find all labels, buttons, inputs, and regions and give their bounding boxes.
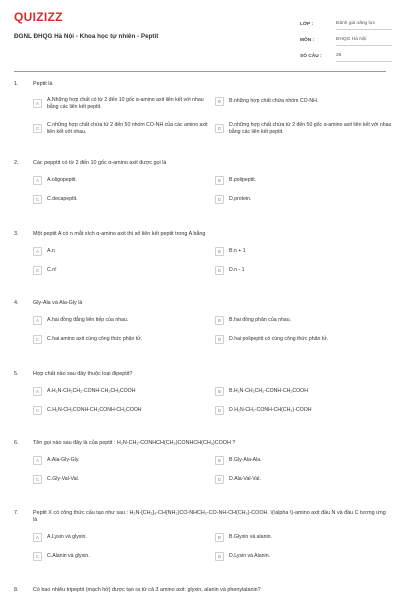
option-text: C.những hợp chất chứa từ 2 đến 50 nhóm CO-NH của các amino axit liên kết với nhau. xyxy=(47,122,208,135)
answer-option-a[interactable] xyxy=(33,533,211,542)
answer-option-c[interactable] xyxy=(33,195,211,204)
answer-option-b[interactable] xyxy=(215,387,393,396)
option-letter-box: A xyxy=(33,387,42,396)
option-letter-box: B xyxy=(215,533,224,542)
answer-option-d[interactable] xyxy=(215,552,393,561)
quizizz-logo: QUIZIZZ xyxy=(14,10,63,24)
option-letter-box: D xyxy=(215,195,224,204)
option-letter-box: B xyxy=(215,316,224,325)
question-number: 5. xyxy=(14,371,19,377)
option-text: D.hai polipeptit có cùng công thức phân tử. xyxy=(229,336,329,343)
meta-subject-row xyxy=(300,30,392,46)
answer-option-d[interactable] xyxy=(215,475,393,484)
question-number: 6. xyxy=(14,440,19,446)
answer-option-d[interactable] xyxy=(215,266,393,275)
answer-option-b[interactable] xyxy=(215,176,393,185)
option-text: B.H₂N-CH₂CH₂-CONH-CH₂COOH xyxy=(229,388,308,395)
option-text: C.Gly-Val-Val. xyxy=(47,476,80,483)
meta-label: SỐ CÂU : xyxy=(300,54,322,59)
meta-value: Đánh giá năng lực xyxy=(336,21,392,30)
question-block xyxy=(14,81,392,136)
option-letter-box: D xyxy=(215,266,224,275)
question-block xyxy=(14,300,386,349)
option-text: B.hai đồng phân của nhau. xyxy=(229,317,292,324)
question-number: 2. xyxy=(14,160,19,166)
answer-option-c[interactable] xyxy=(33,406,211,415)
option-text: A.H₂N-CH₂CH₂-CONH-CH₂CH₂COOH xyxy=(47,388,136,395)
answer-option-a[interactable] xyxy=(33,316,211,325)
question-header xyxy=(14,510,386,524)
option-text: B.Gly-Ala-Ala. xyxy=(229,457,262,464)
option-letter-box: C xyxy=(33,124,42,133)
question-header xyxy=(14,160,386,167)
question-header xyxy=(14,81,386,88)
option-text: A.n xyxy=(47,248,55,255)
option-text: C.decapeptit. xyxy=(47,196,78,203)
option-text: B.n + 1 xyxy=(229,248,246,255)
option-letter-box: A xyxy=(33,316,42,325)
option-letter-box: A xyxy=(33,99,42,108)
option-text: D.Ala-Val-Val. xyxy=(229,476,261,483)
question-text: Peptit X có công thức cấu tạo như sau : H₂N-[CH₂]₄-CH(NH₂)CO-NHCH₂-CO-NH-CH(CH₃)-COOH. \(\alpha \)-amino axit đầu N và đầu C tương ứng là xyxy=(33,510,386,523)
worksheet-title: ĐGNL ĐHQG Hà Nội - Khoa học tự nhiên - Peptit xyxy=(14,33,159,40)
answer-option-d[interactable] xyxy=(215,122,393,135)
question-number: 7. xyxy=(14,510,19,516)
question-text: Các pepptit có từ 2 đến 10 gốc α-amino axit được gọi là xyxy=(33,160,167,166)
answer-options xyxy=(33,247,386,280)
question-text: Một peptit A có n mắt xích α-amino axit thì số liên kết peptit trong A bằng xyxy=(33,231,206,237)
meta-label: LỚP : xyxy=(300,22,314,27)
option-letter-box: B xyxy=(215,387,224,396)
question-text: Tên gọi nào sau đây là của peptit : H₂N-CH₂-CONHCH(CH₃)CONHCH(CH₃)COOH ? xyxy=(33,440,236,446)
option-letter-box: C xyxy=(33,266,42,275)
option-letter-box: D xyxy=(215,335,224,344)
answer-option-c[interactable] xyxy=(33,475,211,484)
worksheet-header xyxy=(0,0,400,68)
option-letter-box: A xyxy=(33,456,42,465)
option-letter-box: A xyxy=(33,533,42,542)
option-text: A.Ala-Gly-Gly. xyxy=(47,457,80,464)
answer-option-b[interactable] xyxy=(215,97,393,106)
question-header xyxy=(14,300,386,307)
option-text: C.H₂N-CH₂CONH-CH₂CONH-CH₂COOH xyxy=(47,407,142,414)
option-text: D.protein. xyxy=(229,196,252,203)
option-text: B.những hợp chất chứa nhóm CO-NH. xyxy=(229,98,319,105)
meta-class-row xyxy=(300,14,392,30)
question-text: Gly-Ala và Ala-Gly là xyxy=(33,300,83,306)
option-text: B.polipeptit. xyxy=(229,177,257,184)
option-letter-box: C xyxy=(33,335,42,344)
option-letter-box: B xyxy=(215,176,224,185)
answer-options xyxy=(33,456,386,489)
option-letter-box: B xyxy=(215,247,224,256)
option-letter-box: A xyxy=(33,176,42,185)
option-text: A.Những hợp chất có từ 2 đến 10 gốc α-amino axit liên kết với nhau bằng các liên kết peptit. xyxy=(47,97,204,110)
option-letter-box: A xyxy=(33,247,42,256)
option-text: C.hai amino axit cùng công thức phân tử. xyxy=(47,336,143,343)
answer-option-c[interactable] xyxy=(33,266,211,275)
answer-option-a[interactable] xyxy=(33,456,211,465)
question-block xyxy=(14,510,386,566)
answer-option-d[interactable] xyxy=(215,335,393,344)
option-letter-box: B xyxy=(215,97,224,106)
meta-value: 26 xyxy=(336,53,392,62)
answer-option-a[interactable] xyxy=(33,97,211,110)
answer-options xyxy=(33,316,386,349)
header-divider xyxy=(14,71,386,72)
option-letter-box: C xyxy=(33,406,42,415)
meta-label: MÔN : xyxy=(300,38,315,43)
option-letter-box: C xyxy=(33,475,42,484)
question-block xyxy=(14,371,386,420)
option-text: A.Lysin và glyxin. xyxy=(47,534,87,541)
question-text: Có bao nhiêu tripeptit (mạch hở) được tạo ra từ cả 3 amino axit: glyxin, alanin và phenylalanin? xyxy=(33,587,261,593)
option-text: D.những hợp chất chứa từ 2 đến 50 gốc α-amino axit liên kết với nhau bằng các liên kết peptit. xyxy=(229,122,392,135)
question-text: Hợp chất nào sau đây thuộc loại đipeptit? xyxy=(33,371,133,377)
question-number: 1. xyxy=(14,81,19,87)
option-letter-box: B xyxy=(215,456,224,465)
option-letter-box: C xyxy=(33,552,42,561)
question-number: 8. xyxy=(14,587,19,593)
meta-count-row xyxy=(300,46,392,62)
answer-option-b[interactable] xyxy=(215,247,393,256)
answer-option-c[interactable] xyxy=(33,552,211,561)
answer-options xyxy=(33,97,392,136)
option-letter-box: D xyxy=(215,406,224,415)
answer-options xyxy=(33,387,386,420)
option-letter-box: C xyxy=(33,195,42,204)
answer-option-d[interactable] xyxy=(215,406,393,415)
option-text: C.n! xyxy=(47,267,57,274)
option-text: B.Glyxin và alanin. xyxy=(229,534,272,541)
question-block xyxy=(14,587,386,594)
question-block xyxy=(14,440,386,489)
question-header xyxy=(14,231,386,238)
question-block xyxy=(14,160,386,209)
option-text: A.oligopeptit. xyxy=(47,177,77,184)
question-header xyxy=(14,587,386,594)
answer-option-c[interactable] xyxy=(33,122,211,135)
answer-options xyxy=(33,533,386,566)
answer-option-a[interactable] xyxy=(33,247,211,256)
meta-value: ĐHQG Hà Nội xyxy=(336,37,392,46)
question-number: 4. xyxy=(14,300,19,306)
option-letter-box: D xyxy=(215,124,224,133)
option-text: D.Lysin và Alanin. xyxy=(229,553,271,560)
question-text: Peptit là xyxy=(33,81,53,87)
answer-option-a[interactable] xyxy=(33,387,211,396)
answer-options xyxy=(33,176,386,209)
answer-option-b[interactable] xyxy=(215,456,393,465)
option-text: C.Alanin và glyxin. xyxy=(47,553,90,560)
question-header xyxy=(14,371,386,378)
option-text: D.n - 1 xyxy=(229,267,245,274)
question-block xyxy=(14,231,386,280)
answer-option-b[interactable] xyxy=(215,316,393,325)
question-number: 3. xyxy=(14,231,19,237)
answer-option-d[interactable] xyxy=(215,195,393,204)
question-header xyxy=(14,440,386,447)
worksheet-meta xyxy=(300,14,392,62)
answer-option-b[interactable] xyxy=(215,533,393,542)
option-text: A.hai đồng đẳng liên tiếp của nhau. xyxy=(47,317,129,324)
option-text: D.H₂N-CH₂-CONH-CH(CH₃)-COOH xyxy=(229,407,312,414)
option-letter-box: D xyxy=(215,552,224,561)
answer-option-a[interactable] xyxy=(33,176,211,185)
answer-option-c[interactable] xyxy=(33,335,211,344)
option-letter-box: D xyxy=(215,475,224,484)
